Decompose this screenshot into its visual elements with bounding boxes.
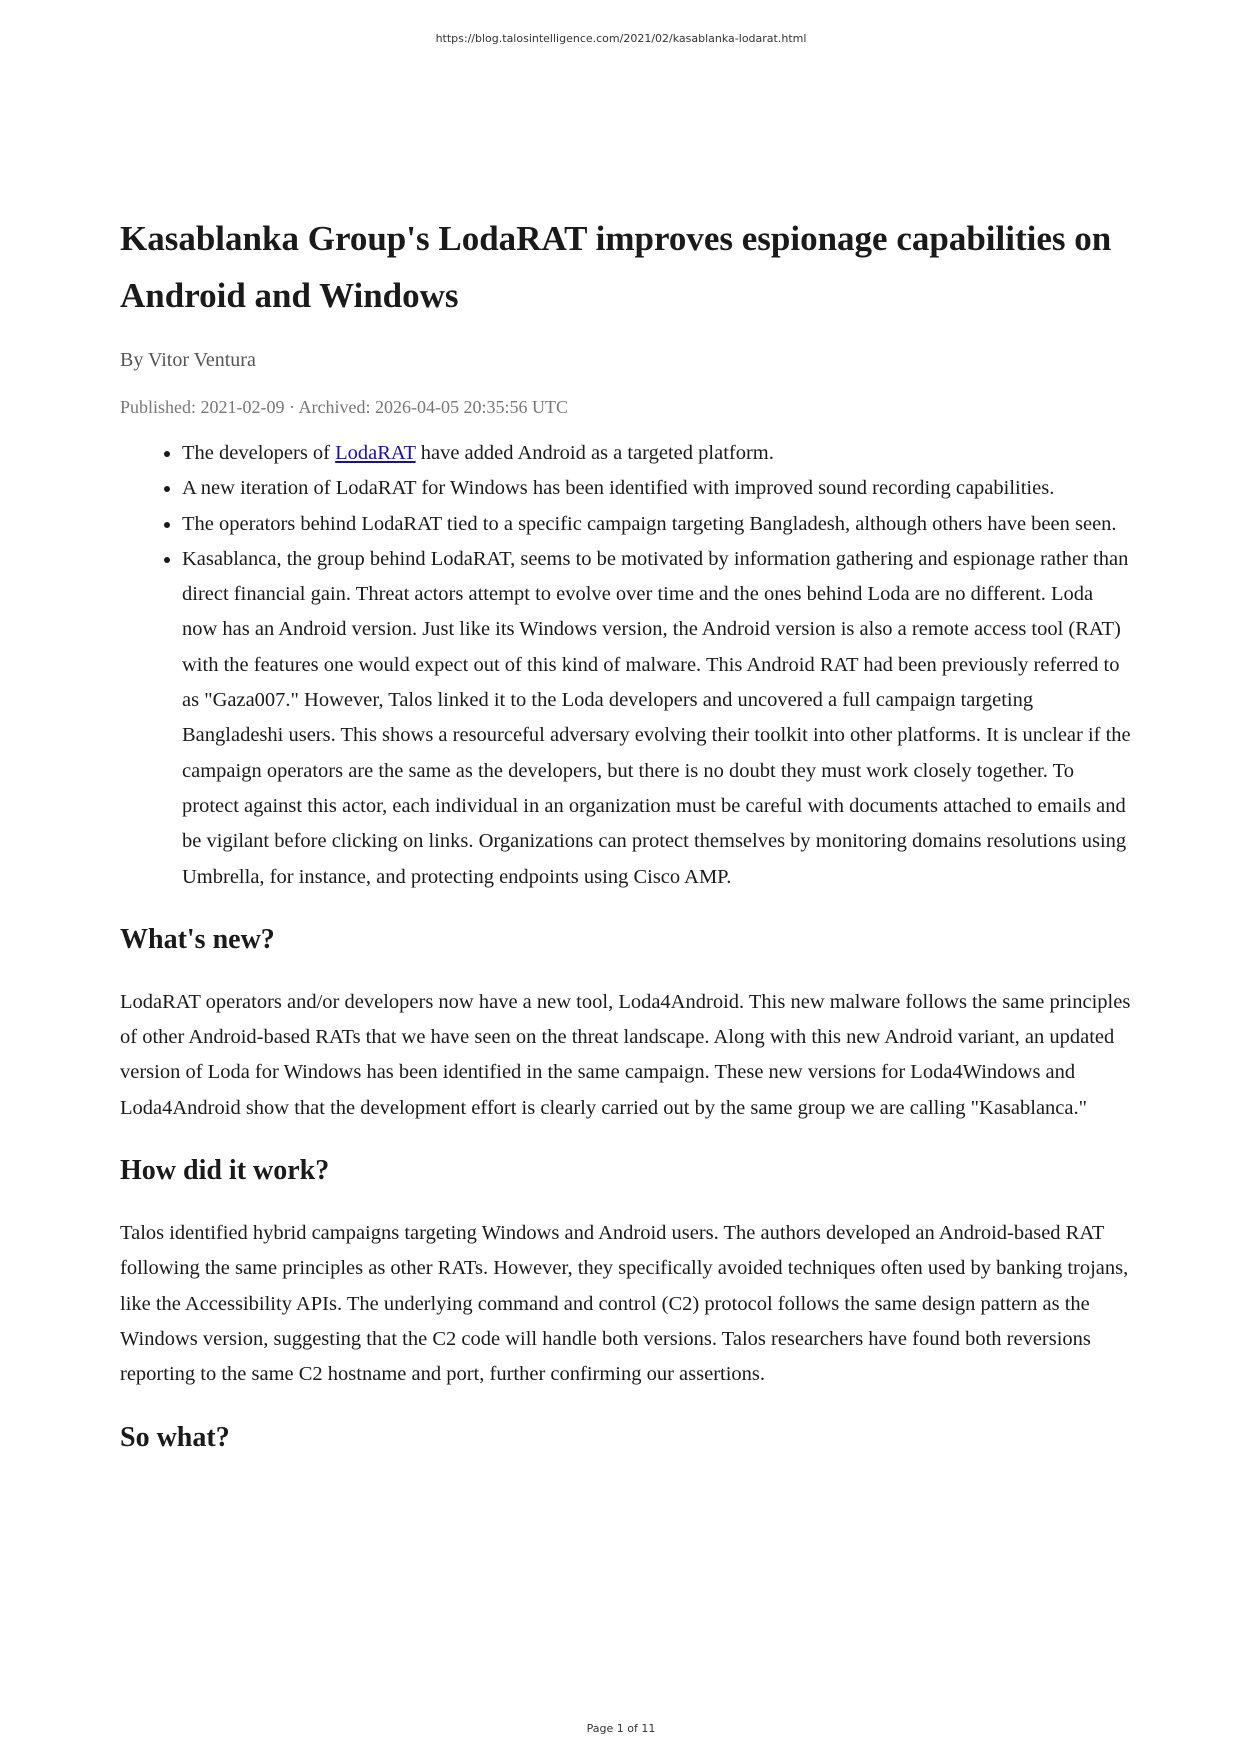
page-url: https://blog.talosintelligence.com/2021/02/kasablanka-lodarat.html <box>435 32 807 45</box>
article-meta: Published: 2021-02-09 · Archived: 2026-04-05 20:35:56 UTC <box>120 397 568 417</box>
section-body-how-did-it-work: Talos identified hybrid campaigns targeting Windows and Android users. The authors developed an Android-based RAT following the same principles as other RATs. However, they specifically avoided techniques often used by banking trojans, like the Accessibility APIs. The underlying command and control (C2) protocol follows the same design pattern as the Windows version, suggesting that the C2 code will handle both versions. Talos researchers have found both reversions reporting to the same C2 hostname and port, further confirming our assertions. <box>120 1222 1129 1386</box>
page-number: Page 1 of 11 <box>586 1722 656 1735</box>
summary-list <box>120 436 1132 895</box>
summary-item-text: The developers of <box>182 442 336 464</box>
section-heading-whats-new: What's new? <box>120 923 275 955</box>
summary-item: • Kasablanca, the group behind LodaRAT, seems to be motivated by information gathering and espionage rather than direct financial gain. Threat actors attempt to evolve over time and the ones behind Loda are no different. Loda now has an Android version. Just like its Windows version, the Android version is also a remote access tool (RAT) with the features one would expect out of this kind of malware. This Android RAT had been previously referred to as "Gaza007." However, Talos linked it to the Loda developers and uncovered a full campaign targeting Bangladeshi users. This shows a resourceful adversary evolving their toolkit into other platforms. It is unclear if the campaign operators are the same as the developers, but there is no doubt they must work closely together. To protect against this actor, each individual in an organization must be careful with documents attached to emails and be vigilant before clicking on links. Organizations can protect themselves by monitoring domains resolutions using Umbrella, for instance, and protecting endpoints using Cisco AMP. <box>182 542 1132 895</box>
article-title: Kasablanka Group's LodaRAT improves espionage capabilities on Android and Windows <box>120 219 1112 315</box>
summary-item <box>182 436 1132 471</box>
section-body-whats-new: LodaRAT operators and/or developers now have a new tool, Loda4Android. This new malware follows the same principles of other Android-based RATs that we have seen on the threat landscape. Along with this new Android variant, an updated version of Loda for Windows has been identified in the same campaign. These new versions for Loda4Windows and Loda4Android show that the development effort is clearly carried out by the same group we are calling "Kasablanca." <box>120 990 1131 1119</box>
lodarat-link[interactable]: LodaRAT <box>335 442 416 464</box>
section-heading-so-what: So what? <box>120 1421 230 1453</box>
article-byline: By Vitor Ventura <box>120 349 256 371</box>
summary-item: • A new iteration of LodaRAT for Windows has been identified with improved sound recording capabilities. <box>182 471 1132 506</box>
summary-item-text: have added Android as a targeted platform. <box>415 442 774 464</box>
summary-item: • The operators behind LodaRAT tied to a specific campaign targeting Bangladesh, although others have been seen. <box>182 507 1132 542</box>
article <box>120 210 1132 1457</box>
section-heading-how-did-it-work: How did it work? <box>120 1155 330 1187</box>
